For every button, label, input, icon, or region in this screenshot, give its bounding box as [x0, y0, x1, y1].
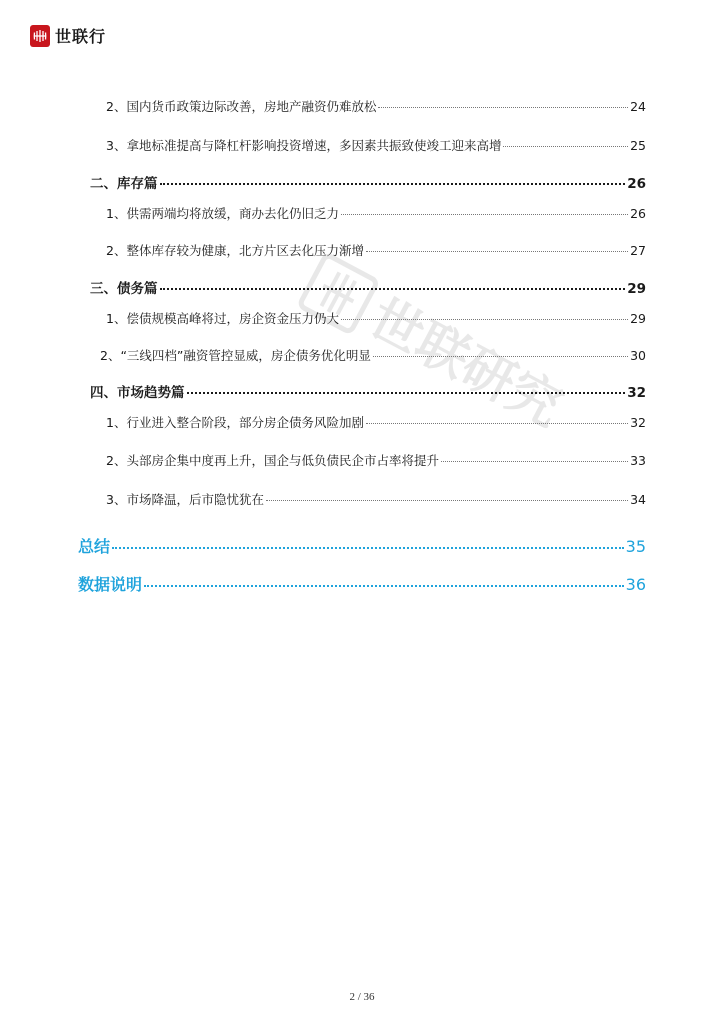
- dot-leader: [144, 585, 624, 587]
- toc-entry[interactable]: [106, 136, 646, 154]
- toc-entry[interactable]: [90, 381, 646, 401]
- page-number: 2 / 36: [349, 991, 375, 1003]
- dot-leader: [112, 547, 624, 549]
- dot-leader: [366, 251, 628, 252]
- toc-entry-page-number: 26: [630, 206, 646, 221]
- toc-entry[interactable]: [90, 172, 646, 192]
- dot-leader: [266, 500, 628, 501]
- toc-entry-title: 2、“三线四档”融资管控显威，房企债务优化明显: [100, 348, 371, 363]
- toc-entry[interactable]: [106, 413, 646, 431]
- toc-entry[interactable]: [90, 277, 646, 297]
- toc-entry-page-number: 29: [630, 311, 646, 326]
- toc-entry[interactable]: [106, 204, 646, 222]
- toc-entry-title: 2、头部房企集中度再上升，国企与低负债民企市占率将提升: [106, 453, 439, 468]
- toc-entry[interactable]: [100, 346, 646, 364]
- toc-entry-title: 3、市场降温，后市隐忧犹在: [106, 492, 264, 507]
- dot-leader: [341, 319, 628, 320]
- toc-entry[interactable]: [106, 97, 646, 115]
- toc-entry-title: 1、行业进入整合阶段，部分房企债务风险加剧: [106, 415, 364, 430]
- toc-entry[interactable]: [106, 309, 646, 327]
- toc-entry-page-number: 26: [627, 176, 646, 192]
- toc-entry-page-number: 36: [625, 575, 646, 594]
- brand-logo: [30, 24, 106, 47]
- dot-leader: [366, 423, 628, 424]
- toc-entry-page-number: 27: [630, 243, 646, 258]
- toc-entry-page-number: 32: [627, 385, 646, 401]
- toc-entry-page-number: 30: [630, 348, 646, 363]
- toc-entry-title: 1、偿债规模高峰将过，房企资金压力仍大: [106, 311, 339, 326]
- dot-leader: [187, 392, 626, 394]
- toc-entry-page-number: 35: [625, 537, 646, 556]
- toc-entry-page-number: 34: [630, 492, 646, 507]
- toc-entry-page-number: 24: [630, 99, 646, 114]
- dot-leader: [373, 356, 628, 357]
- toc-entry-title: 三、债务篇: [90, 281, 158, 297]
- dot-leader: [160, 288, 626, 290]
- toc-entry-title: 二、库存篇: [90, 176, 158, 192]
- dot-leader: [441, 461, 628, 462]
- toc-entry-title: 数据说明: [78, 575, 143, 594]
- toc-entry-page-number: 33: [630, 453, 646, 468]
- toc-entry[interactable]: [106, 451, 646, 469]
- dot-leader: [341, 214, 628, 215]
- dot-leader: [160, 183, 626, 185]
- toc-entry-title: 四、市场趋势篇: [90, 385, 185, 401]
- toc-entry[interactable]: [78, 572, 646, 595]
- toc-entry-title: 3、拿地标准提高与降杠杆影响投资增速，多因素共振致使竣工迎来高增: [106, 138, 502, 153]
- toc-entry-title: 2、国内货币政策边际改善，房地产融资仍难放松: [106, 99, 377, 114]
- toc-entry-page-number: 25: [630, 138, 646, 153]
- toc-entry-title: 1、供需两端均将放缓，商办去化仍旧乏力: [106, 206, 339, 221]
- toc-entry[interactable]: [106, 241, 646, 259]
- toc-entry[interactable]: [78, 534, 646, 557]
- dot-leader: [378, 107, 628, 108]
- toc-entry-page-number: 32: [630, 415, 646, 430]
- brand-name: 世联行: [55, 27, 107, 46]
- watermark-text: 世联研究: [359, 287, 572, 439]
- toc-entry-title: 总结: [78, 537, 111, 556]
- toc-entry-page-number: 29: [627, 281, 646, 297]
- toc-entry-title: 2、整体库存较为健康，北方片区去化压力渐增: [106, 243, 364, 258]
- toc-entry[interactable]: [106, 490, 646, 508]
- brand-emblem-icon: [30, 25, 50, 47]
- dot-leader: [503, 146, 628, 147]
